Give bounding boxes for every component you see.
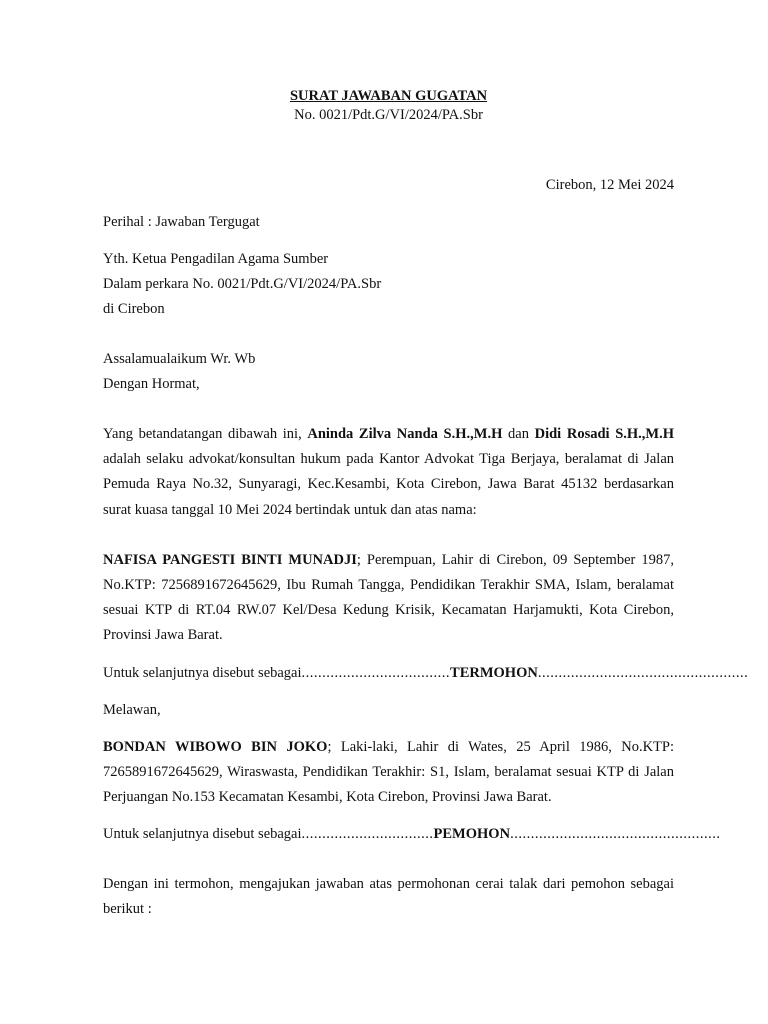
respondent-designation: [103, 661, 749, 686]
intro-text-1: Yang betandatangan dibawah ini,: [103, 426, 308, 442]
intro-text-2: dan: [502, 426, 535, 442]
greeting-hormat: Dengan Hormat,: [103, 376, 200, 392]
intro-paragraph: [103, 422, 674, 523]
versus-label: Melawan,: [103, 701, 161, 718]
advocate-name-1: Aninda Zilva Nanda S.H.,M.H: [307, 426, 503, 442]
intro-text-3: adalah selaku advokat/konsultan hukum pada Kantor Advokat Tiga Berjaya, beralamat di Jalan Pemuda Raya No.32, Sunyaragi, Kec.Kesambi, Kota Cirebon, Jawa Barat 45132 berdasarkan surat kuasa tanggal 10 Mei 2024 bertindak untuk dan atas nama:: [103, 451, 674, 518]
dot-leader: ................................: [301, 826, 434, 843]
document-title: SURAT JAWABAN GUGATAN: [289, 88, 488, 104]
greeting-block: [103, 347, 674, 397]
letter-date: Cirebon, 12 Mei 2024: [545, 177, 674, 193]
addressee-block: [103, 247, 674, 322]
respondent-name: NAFISA PANGESTI BINTI MUNADJI: [103, 551, 357, 568]
advocate-name-2: Didi Rosadi S.H.,M.H: [534, 426, 675, 442]
petitioner-details: ; Laki-laki, Lahir di Wates, 25 April 1986, No.KTP: 7265891672645629, Wiraswasta, Pendidikan Terakhir: S1, Islam, beralamat sesuai KTP di Jalan Perjuangan No.153 Kecamatan Kesambi, Kota Cirebon, Provinsi Jawa Barat.: [103, 738, 674, 806]
petitioner-designation: [103, 822, 721, 847]
case-number: No. 0021/Pdt.G/VI/2024/PA.Sbr: [294, 107, 483, 123]
petitioner-name: BONDAN WIBOWO BIN JOKO: [103, 738, 328, 755]
designation-text: Untuk selanjutnya disebut sebagai: [103, 826, 302, 843]
dot-leader: ...................................................: [537, 664, 749, 681]
petitioner-paragraph: [103, 735, 674, 811]
letter-body: [103, 86, 749, 923]
respondent-paragraph: [103, 548, 674, 649]
designation-text: Untuk selanjutnya disebut sebagai: [103, 664, 302, 681]
dot-leader: ...................................................: [510, 826, 721, 843]
respondent-details: ; Perempuan, Lahir di Cirebon, 09 September 1987, No.KTP: 7256891672645629, Ibu Rumah Tangga, Pendidikan Terakhir SMA, Islam, beralamat sesuai KTP di RT.04 RW.07 Kel/Desa Kedung Krisik, Kecamatan Harjamukti, Kota Cirebon, Provinsi Jawa Barat.: [103, 551, 674, 644]
letter-subject: Perihal : Jawaban Tergugat: [103, 214, 260, 230]
addressee-line-2: Dalam perkara No. 0021/Pdt.G/VI/2024/PA.Sbr: [103, 276, 382, 292]
closing-paragraph: Dengan ini termohon, mengajukan jawaban atas permohonan cerai talak dari pemohon sebagai berikut :: [103, 876, 674, 918]
greeting-salam: Assalamualaikum Wr. Wb: [103, 351, 256, 367]
dot-leader: ....................................: [301, 664, 451, 681]
respondent-role: TERMOHON: [450, 664, 538, 681]
petitioner-role: PEMOHON: [433, 826, 511, 843]
addressee-line-3: di Cirebon: [103, 301, 165, 317]
addressee-line-1: Yth. Ketua Pengadilan Agama Sumber: [103, 251, 329, 267]
